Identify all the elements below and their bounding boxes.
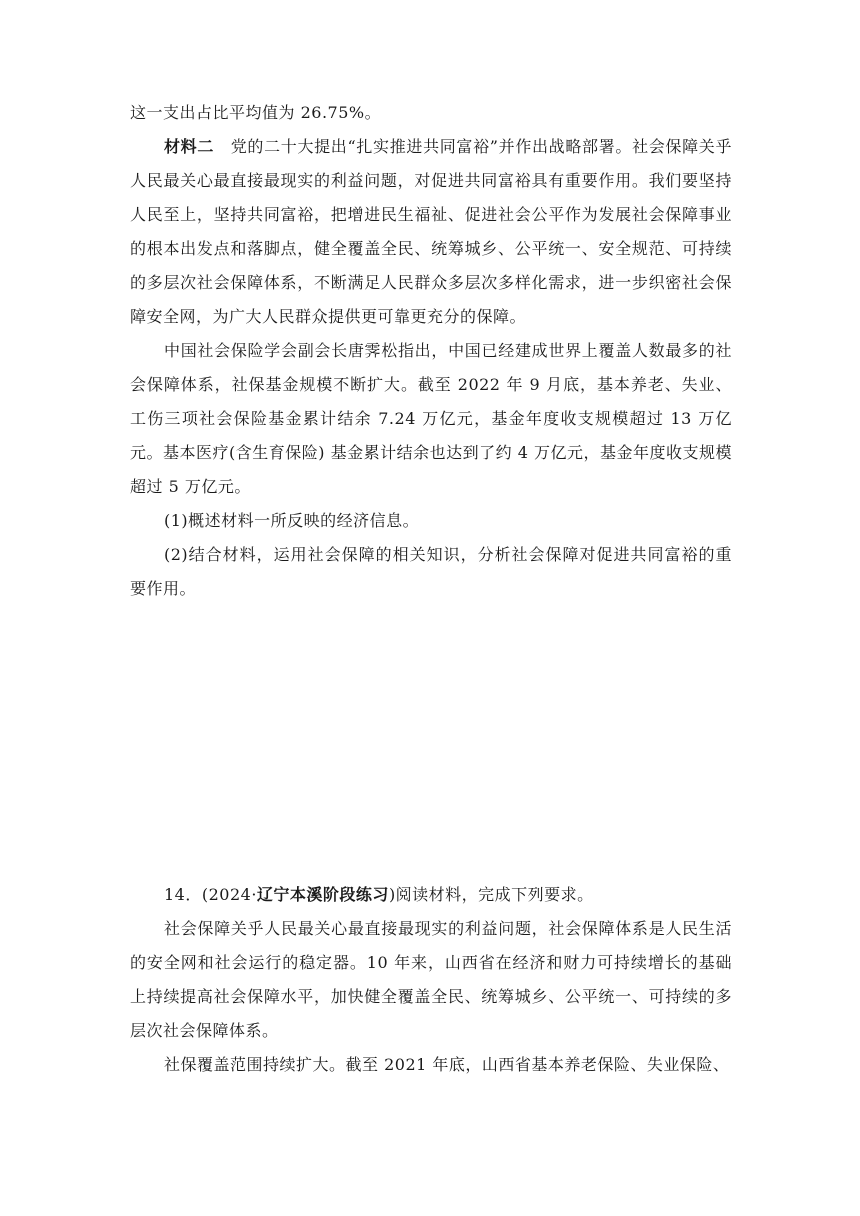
question-14: [130, 878, 732, 1082]
question-14-heading: [164, 878, 732, 912]
material-2-label: 材料二: [164, 137, 215, 156]
question-2: (2)结合材料，运用社会保障的相关知识，分析社会保障对促进共同富裕的重要作用。: [130, 545, 732, 598]
question-1: (1)概述材料一所反映的经济信息。: [164, 511, 420, 530]
question-14-paragraph-2: 社保覆盖范围持续扩大。截至 2021 年底，山西省基本养老保险、失业保险、: [164, 1055, 730, 1074]
question-14-source: 辽宁本溪阶段练习: [256, 885, 389, 904]
continuation-line: 这一支出占比平均值为 26.75%。: [130, 103, 382, 122]
question-14-paragraph-1: 社会保障关乎人民最关心最直接最现实的利益问题，社会保障体系是人民生活的安全网和社会运行的稳定器。10 年来，山西省在经济和财力可持续增长的基础上持续提高社会保障水平，加快健全覆盖全民、统筹城乡、公平统一、可持续的多层次社会保障体系。: [130, 919, 732, 1040]
question-14-number: 14．(2024·: [164, 885, 257, 904]
tang-paragraph: 中国社会保险学会副会长唐霁松指出，中国已经建成世界上覆盖人数最多的社会保障体系，社保基金规模不断扩大。截至 2022 年 9 月底，基本养老、失业、工伤三项社会保险基金累计结余 7.24 万亿元，基金年度收支规模超过 13 万亿元。基本医疗(含生育保险) 基金累计结余也达到了约 4 万亿元，基金年度收支规模超过 5 万亿元。: [130, 341, 732, 496]
question-14-number-tail: )阅读材料，完成下列要求。: [388, 885, 594, 904]
upper-content: [130, 96, 732, 606]
material-2-paragraph: [130, 130, 732, 334]
material-2-text: 党的二十大提出“扎实推进共同富裕”并作出战略部署。社会保障关乎人民最关心最直接最现实的利益问题，对促进共同富裕具有重要作用。我们要坚持人民至上，坚持共同富裕，把增进民生福祉、促进社会公平作为发展社会保障事业的根本出发点和落脚点，健全覆盖全民、统筹城乡、公平统一、安全规范、可持续的多层次社会保障体系，不断满足人民群众多层次多样化需求，进一步织密社会保障安全网，为广大人民群众提供更可靠更充分的保障。: [130, 137, 732, 326]
